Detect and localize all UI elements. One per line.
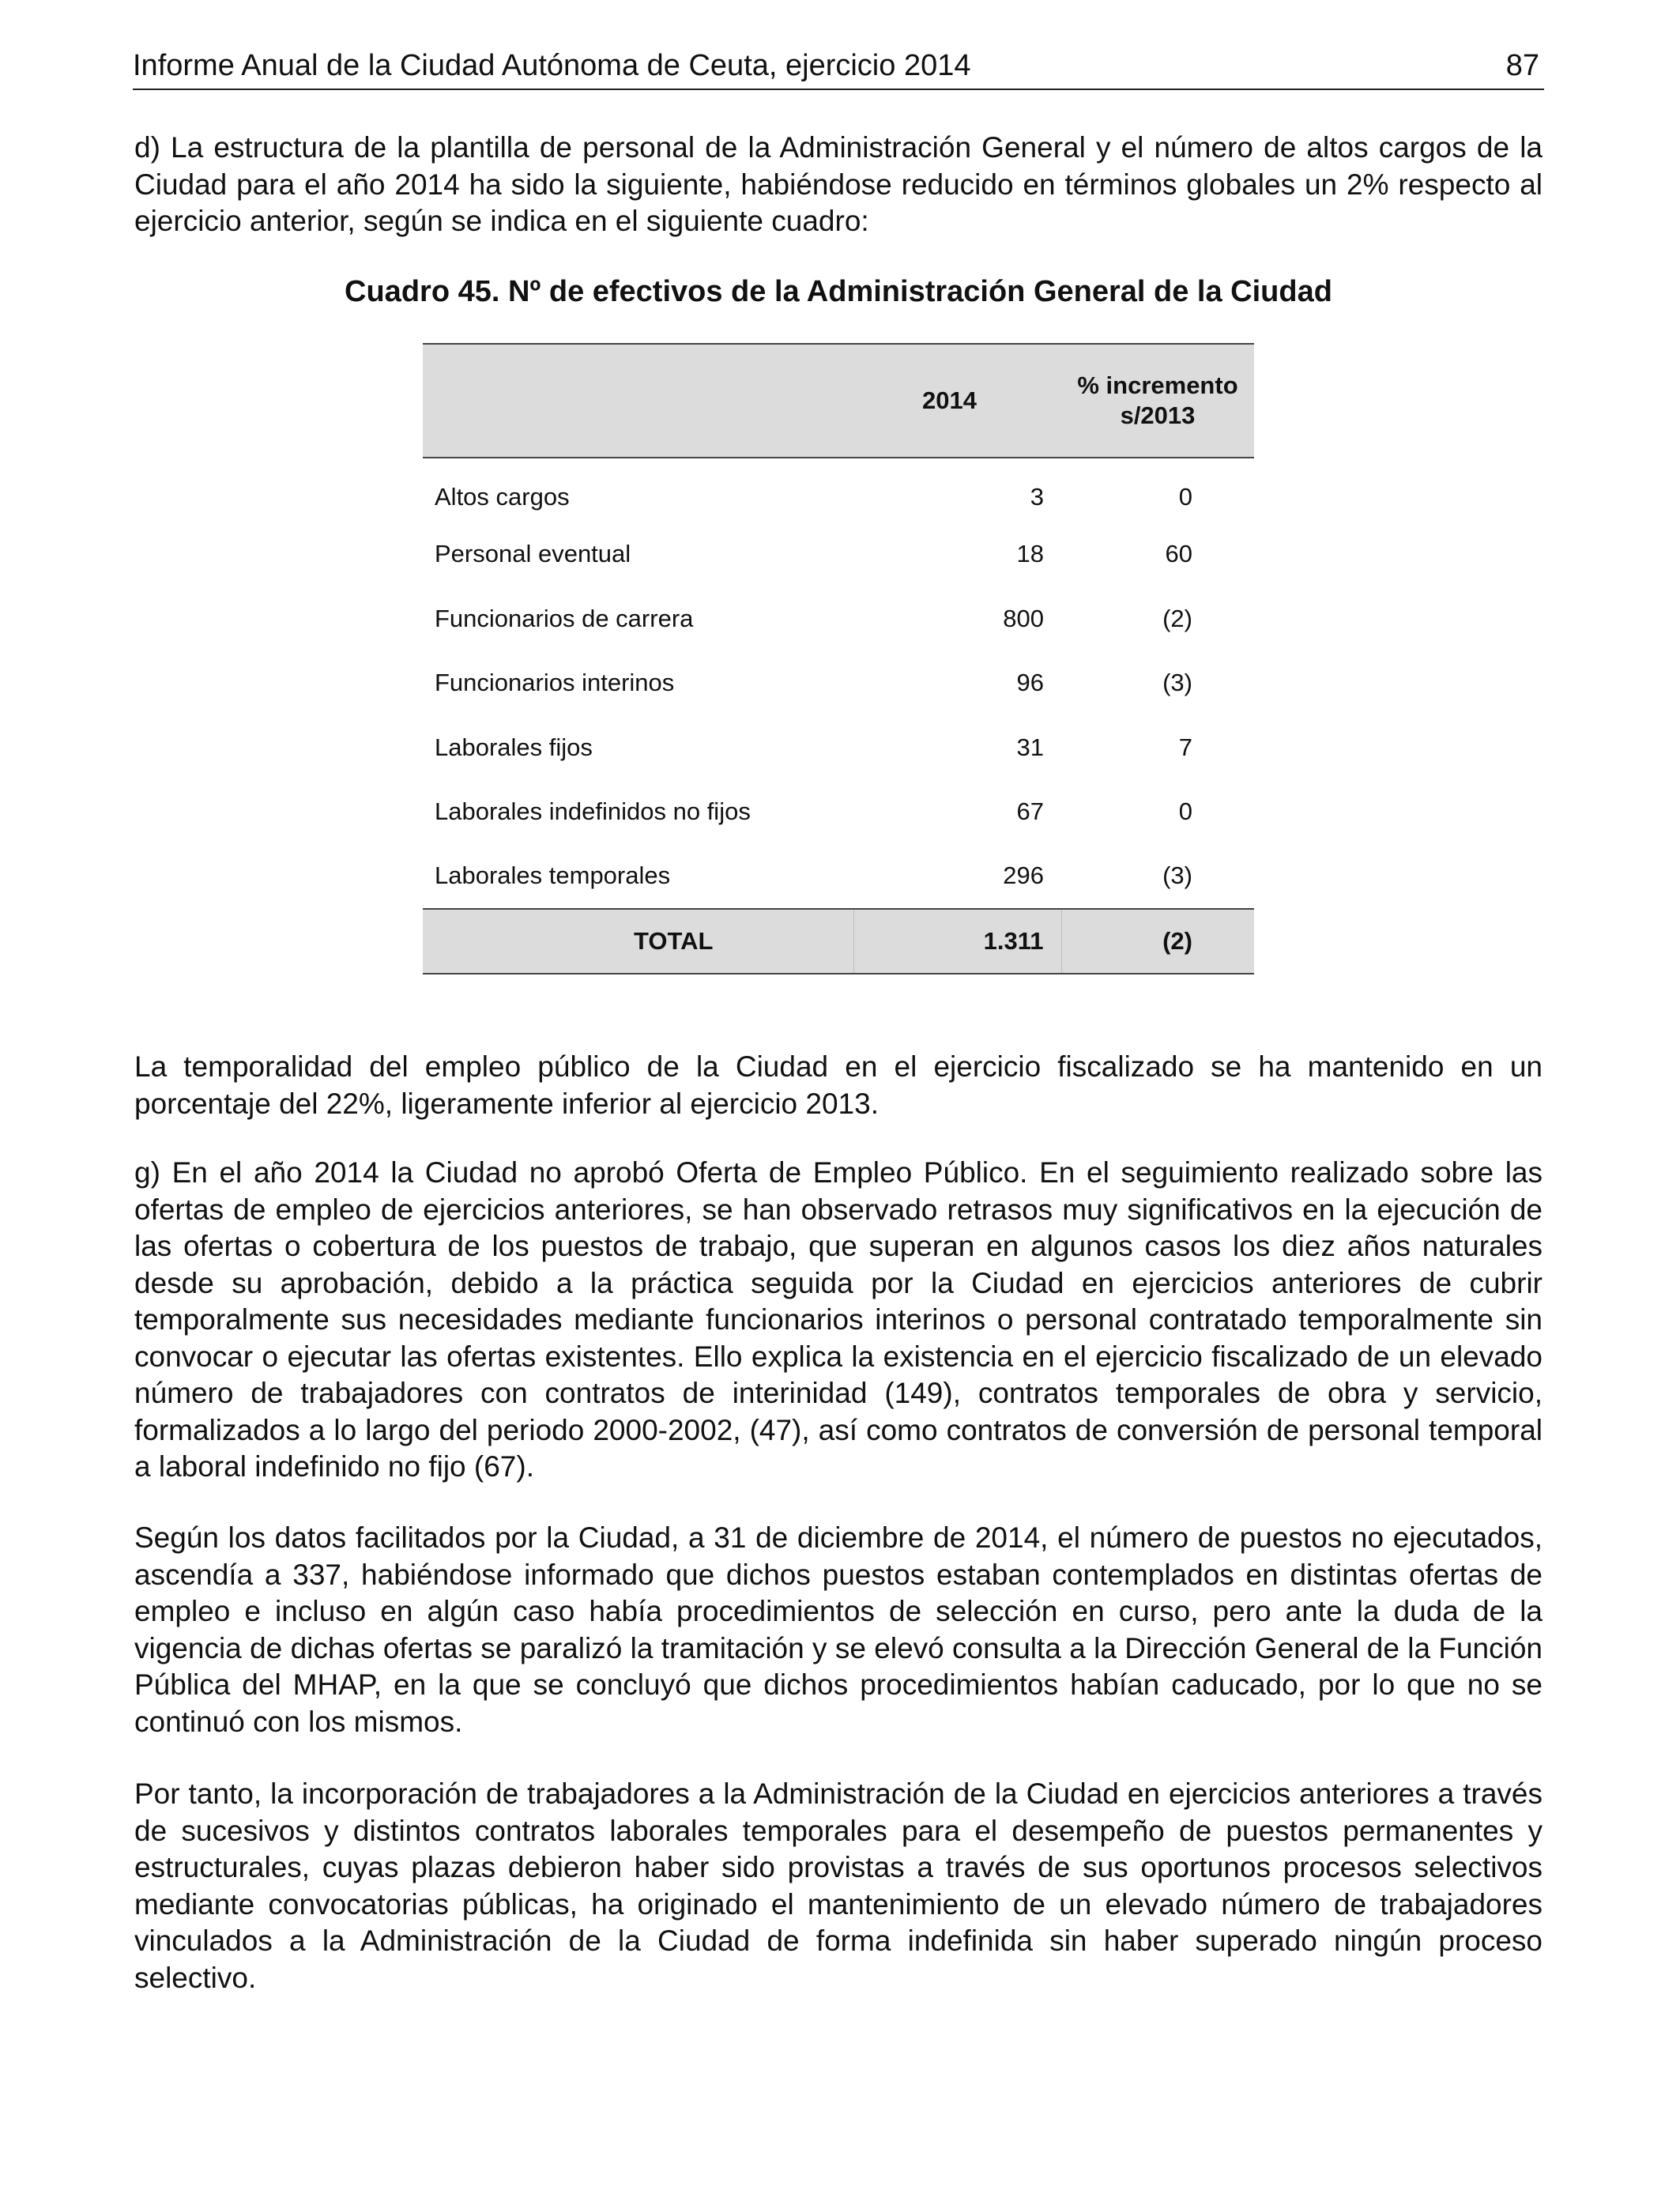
row-value: 3 — [1030, 483, 1044, 511]
total-label: TOTAL — [423, 909, 853, 974]
table-row — [423, 651, 1254, 716]
table-header-row — [423, 344, 1254, 458]
table-header — [423, 344, 1254, 458]
table-row — [423, 586, 1254, 651]
conclusion-paragraph: Por tanto, la incorporación de trabajadores a la Administración de la Ciudad en ejercicios anteriores a través de sucesivos y distintos contratos laborales temporales para el desempeño de puestos permanentes y estructurales, cuyas plazas debieron haber sido provistas a través de sus oportunos procesos selectivos mediante convocatorias públicas, ha originado el mantenimiento de un elevado número de trabajadores vinculados a la Administración de la Ciudad de forma indefinida sin haber superado ningún proceso selectivo. — [134, 1777, 1543, 1994]
row-value: 800 — [1003, 604, 1044, 632]
intro-paragraph: d) La estructura de la plantilla de personal de la Administración General y el número de altos cargos de la Ciudad para el año 2014 ha sido la siguiente, habiéndose reducido en términos globales un 2% respecto al ejercicio anterior, según se indica en el siguiente cuadro: — [134, 131, 1543, 237]
row-label: Laborales temporales — [435, 861, 671, 890]
page-number: 87 — [1505, 49, 1539, 82]
row-pct: 0 — [1178, 797, 1192, 826]
datos-ciudad-paragraph: Según los datos facilitados por la Ciudad, a 31 de diciembre de 2014, el número de puestos no ejecutados, ascendía a 337, habiéndose informado que dichos puestos estaban contemplados en distintas ofertas de empleo e incluso en algún caso había procedimientos de selección en curso, pero ante la duda de la vigencia de dichas ofertas se paralizó la tramitación y se elevó consulta a la Dirección General de la Función Pública del MHAP, en la que se concluyó que dichos procedimientos habían caducado, por lo que no se continuó con los mismos. — [134, 1521, 1543, 1738]
row-pct: 7 — [1178, 733, 1192, 761]
row-pct: (3) — [1162, 669, 1192, 697]
total-value: 1.311 — [853, 909, 1061, 974]
table-row — [423, 844, 1254, 909]
header-pct-line2: s/2013 — [1120, 401, 1196, 429]
row-value: 18 — [1016, 540, 1044, 568]
header-pct-increment — [1061, 344, 1254, 458]
table-row — [423, 715, 1254, 780]
row-value: 67 — [1016, 797, 1044, 826]
row-label: Laborales fijos — [435, 733, 593, 761]
table-body — [423, 458, 1254, 974]
total-pct: (2) — [1061, 909, 1254, 974]
row-label: Funcionarios de carrera — [435, 604, 694, 632]
staff-table — [423, 343, 1254, 974]
row-pct: (2) — [1162, 604, 1192, 632]
row-pct: 60 — [1165, 540, 1192, 568]
table-row — [423, 458, 1254, 522]
row-label: Funcionarios interinos — [435, 669, 675, 697]
row-label: Personal eventual — [435, 540, 631, 568]
row-value: 31 — [1016, 733, 1044, 761]
header-pct-line1: % incremento — [1077, 371, 1238, 399]
row-value: 296 — [1003, 861, 1044, 890]
table-row — [423, 522, 1254, 587]
temporalidad-paragraph: La temporalidad del empleo público de la Ciudad en el ejercicio fiscalizado se ha mantenido en un porcentaje del 22%, ligeramente inferior al ejercicio 2013. — [134, 1050, 1543, 1120]
row-pct: (3) — [1162, 861, 1192, 890]
header-year: 2014 — [853, 344, 1061, 458]
row-pct: 0 — [1178, 483, 1192, 511]
header-label — [423, 344, 853, 458]
row-value: 96 — [1016, 669, 1044, 697]
row-label: Altos cargos — [435, 483, 570, 511]
report-title: Informe Anual de la Ciudad Autónoma de Ceuta, ejercicio 2014 — [133, 49, 971, 82]
oferta-empleo-paragraph: g) En el año 2014 la Ciudad no aprobó Oferta de Empleo Público. En el seguimiento realizado sobre las ofertas de empleo de ejercicios anteriores, se han observado retrasos muy significativos en la ejecución de las ofertas o cobertura de los puestos de trabajo, que superan en algunos casos los diez años naturales desde su aprobación, debido a la práctica seguida por la Ciudad en ejercicios anteriores de cubrir temporalmente sus necesidades mediante funcionarios interinos o personal contratado temporalmente sin convocar o ejecutar las ofertas existentes. Ello explica la existencia en el ejercicio fiscalizado de un elevado número de trabajadores con contratos de interinidad (149), contratos temporales de obra y servicio, formalizados a lo largo del periodo 2000-2002, (47), así como contratos de conversión de personal temporal a laboral indefinido no fijo (67). — [134, 1156, 1543, 1483]
row-label: Laborales indefinidos no fijos — [435, 797, 751, 826]
table-row — [423, 780, 1254, 845]
table-caption: Cuadro 45. Nº de efectivos de la Administración General de la Ciudad — [345, 275, 1332, 308]
staff-table-container — [423, 343, 1254, 974]
page-header — [133, 47, 1544, 90]
table-total-row — [423, 909, 1254, 974]
